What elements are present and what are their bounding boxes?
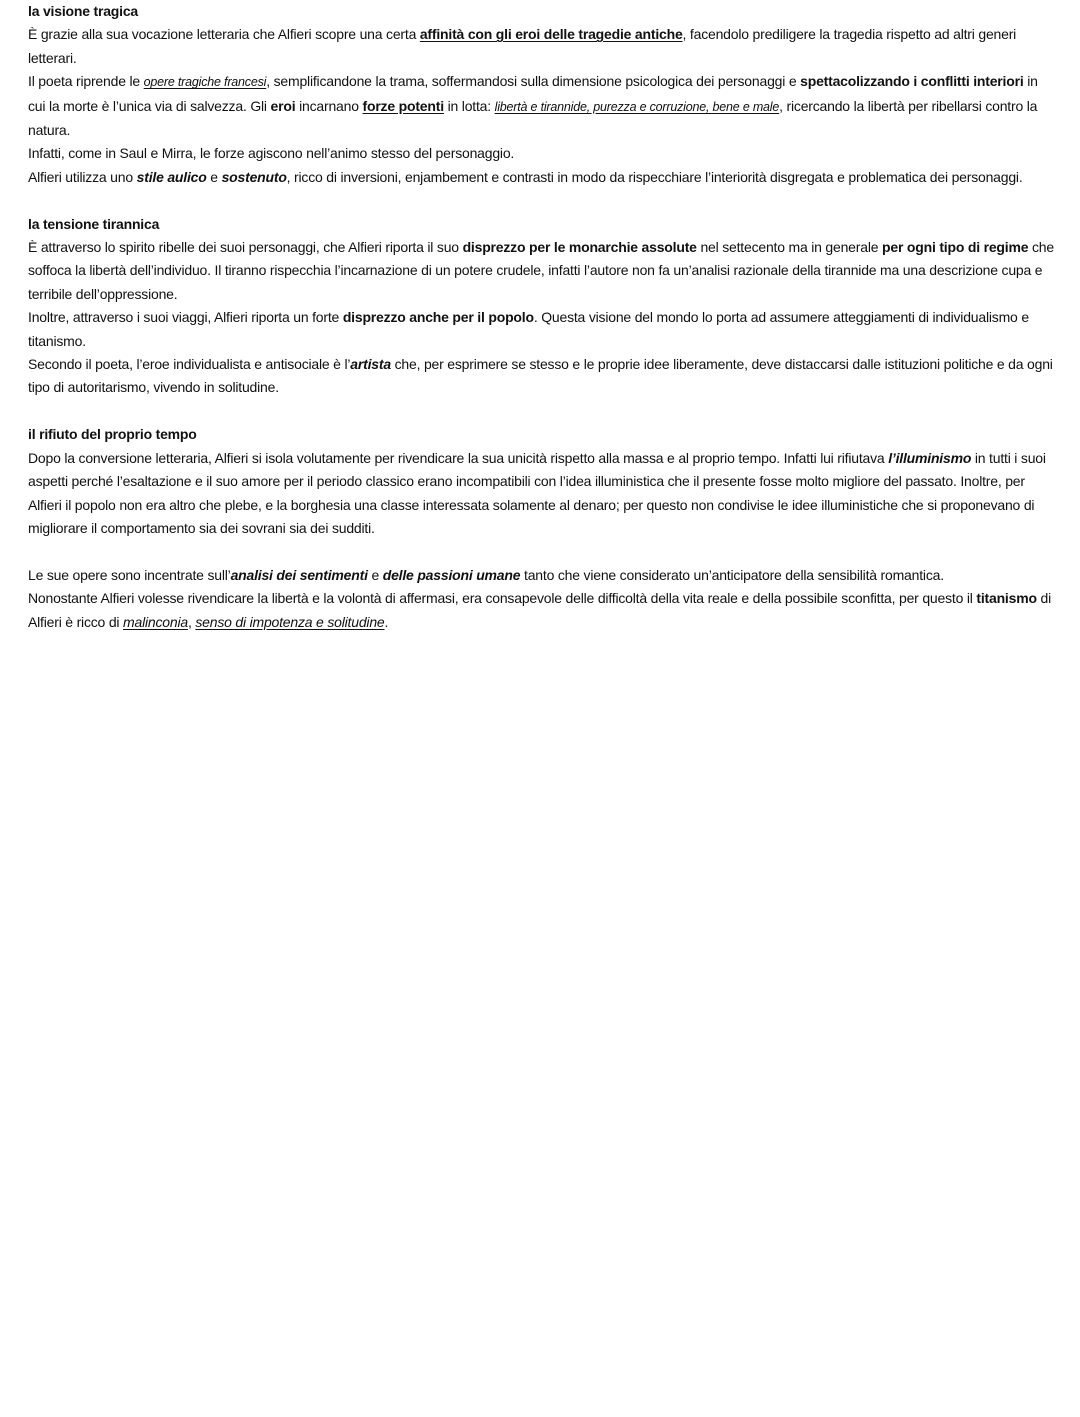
section-conclusione xyxy=(28,564,1054,634)
text-run: tanto che viene considerato un’anticipatore della sensibilità romantica. xyxy=(520,566,944,583)
text-run: Le sue opere sono incentrate sull’ xyxy=(28,566,231,583)
emphasis-text: forze potenti xyxy=(362,97,444,114)
paragraph: Infatti, come in Saul e Mirra, le forze agiscono nell’animo stesso del personaggio. xyxy=(28,145,515,162)
paragraph xyxy=(28,587,1054,634)
text-run: È grazie alla sua vocazione letteraria che Alfieri scopre una certa xyxy=(28,26,420,43)
section-visione-tragica xyxy=(28,0,1054,189)
text-run: Nonostante Alfieri volesse rivendicare la libertà e la volontà di affermasi, era consapevole delle difficoltà della vita reale e della possibile sconfitta, per questo il xyxy=(28,590,977,607)
emphasis-text: delle passioni umane xyxy=(382,566,521,583)
text-run: , facendolo prediligere la tragedia rispetto ad altri generi letterari. xyxy=(28,26,1017,66)
emphasis-text: eroi xyxy=(270,97,296,114)
text-run: e xyxy=(206,168,222,185)
emphasis-text: disprezzo anche per il popolo xyxy=(342,309,534,326)
emphasis-text: affinità con gli eroi delle tragedie antiche xyxy=(419,26,683,43)
text-run: , ricercando la libertà per ribellarsi contro la natura. xyxy=(28,97,1038,139)
paragraph xyxy=(28,447,1054,541)
section-rifiuto-tempo xyxy=(28,423,1054,540)
emphasis-text: per ogni tipo di regime xyxy=(882,239,1029,256)
emphasis-text: stile aulico xyxy=(136,168,207,185)
emphasis-text: titanismo xyxy=(976,590,1037,607)
text-run: in tutti i suoi aspetti perché l’esaltazione e il suo amore per il periodo classico erano incompatibili con l’idea illuministica che il presente fosse molto migliore del passato. Inoltre, per Alfieri il popolo non era altro che plebe, e la borghesia una classe interessata solamente al denaro; per questo non condivise le idee illuministiche che si proponevano di migliorare il comportamento sia dei sovrani sia dei sudditi. xyxy=(28,449,1046,536)
document-page xyxy=(28,0,1054,634)
text-run: , xyxy=(187,613,196,630)
paragraph xyxy=(28,166,1054,189)
section-heading: la visione tragica xyxy=(28,3,139,19)
emphasis-text: disprezzo per le monarchie assolute xyxy=(462,239,697,256)
emphasis-text: sostenuto xyxy=(221,168,287,185)
text-run: in lotta: xyxy=(443,97,495,114)
emphasis-text: senso di impotenza e solitudine xyxy=(195,613,385,630)
text-run: di Alfieri è ricco di xyxy=(28,590,1051,630)
emphasis-text: malinconia xyxy=(123,613,188,630)
text-run: incarnano xyxy=(295,97,363,114)
text-run: in cui la morte è l’unica via di salvezza. Gli xyxy=(28,73,1038,114)
text-run: Alfieri utilizza uno xyxy=(28,168,137,185)
section-tensione-tirannica xyxy=(28,213,1054,400)
emphasis-text: analisi dei sentimenti xyxy=(230,566,368,583)
text-run: , ricco di inversioni, enjambement e contrasti in modo da rispecchiare l’interiorità disgregata e problematica dei personaggi. xyxy=(286,168,1023,185)
paragraph xyxy=(28,23,1054,70)
text-run: Secondo il poeta, l’eroe individualista e antisociale è l’ xyxy=(28,356,351,373)
emphasis-text: artista xyxy=(350,356,391,373)
paragraph xyxy=(28,564,1054,587)
paragraph xyxy=(28,306,1054,353)
text-run: Dopo la conversione letteraria, Alfieri si isola volutamente per rivendicare la sua unicità rispetto alla massa e al proprio tempo. Infatti lui rifiutava xyxy=(28,449,889,466)
emphasis-text: l’illuminismo xyxy=(888,449,972,466)
text-run: e xyxy=(367,566,383,583)
paragraph xyxy=(28,70,1054,142)
section-heading: la tensione tirannica xyxy=(28,215,160,232)
emphasis-text: libertà e tirannide, purezza e corruzione, bene e male xyxy=(494,99,780,114)
text-run: Inoltre, attraverso i suoi viaggi, Alfieri riporta un forte xyxy=(28,309,343,326)
text-run: Il poeta riprende le xyxy=(28,73,144,90)
emphasis-text: spettacolizzando i conflitti interiori xyxy=(800,73,1024,90)
text-run: È attraverso lo spirito ribelle dei suoi personaggi, che Alfieri riporta il suo xyxy=(28,239,463,256)
text-run: nel settecento ma in generale xyxy=(696,239,883,256)
text-run: , semplificandone la trama, soffermandosi sulla dimensione psicologica dei personaggi e xyxy=(266,73,801,90)
text-run: che, per esprimere se stesso e le proprie idee liberamente, deve distaccarsi dalle istituzioni politiche e da ogni tipo di autoritarismo, vivendo in solitudine. xyxy=(28,356,1053,396)
paragraph xyxy=(28,236,1054,306)
emphasis-text: opere tragiche francesi xyxy=(143,75,267,90)
section-heading: il rifiuto del proprio tempo xyxy=(28,426,197,443)
text-run: . xyxy=(384,613,389,630)
text-run: . Questa visione del mondo lo porta ad assumere atteggiamenti di individualismo e titanismo. xyxy=(28,309,1029,349)
text-run: che soffoca la libertà dell’individuo. Il tiranno rispecchia l’incarnazione di un potere crudele, infatti l’autore non fa un’analisi razionale della tirannide ma una descrizione cupa e terribile dell’oppressione. xyxy=(28,239,1054,302)
paragraph xyxy=(28,353,1054,400)
